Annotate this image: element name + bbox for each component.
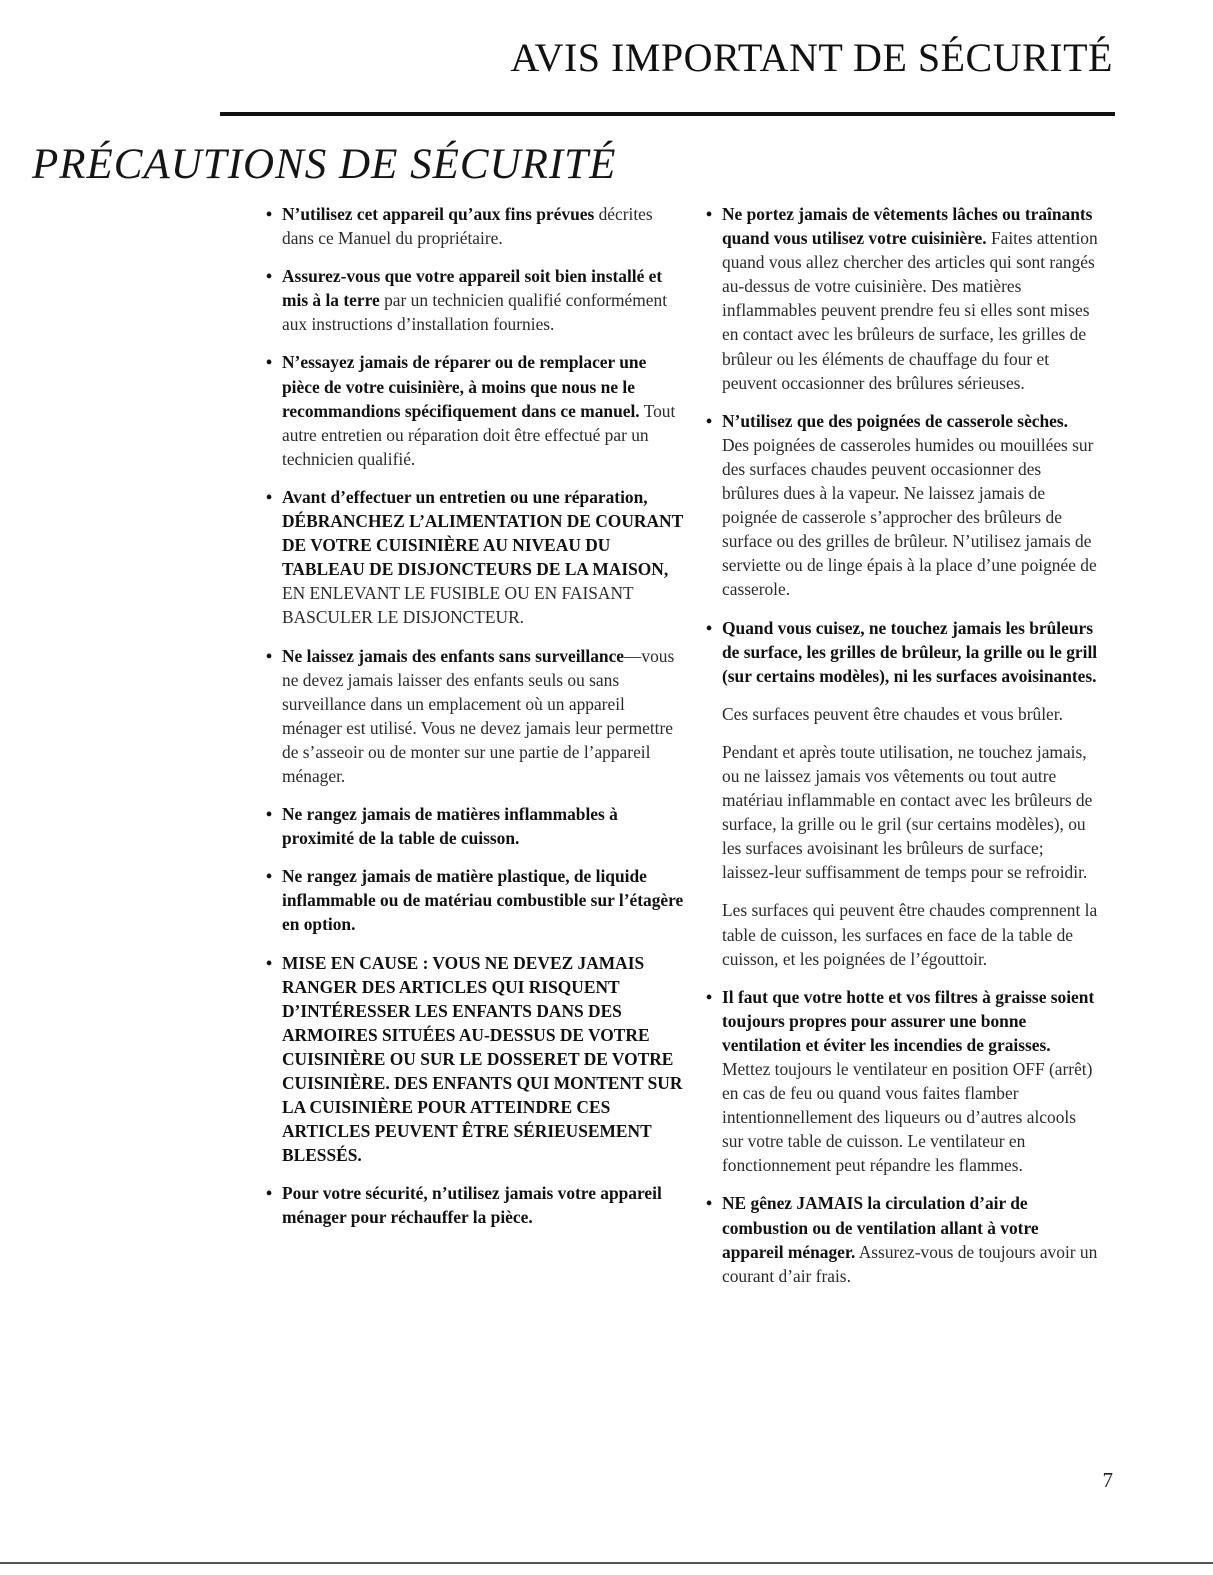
item-text: Assurez-vous de toujours avoir un courant d’air frais.	[722, 1241, 1098, 1286]
safety-item	[266, 264, 686, 336]
bullet-icon: •	[266, 804, 273, 825]
item-bold-text: NE gênez JAMAIS la circulation d’air de combustion ou de ventilation allant à votre appareil ménager.	[722, 1193, 1039, 1262]
item-bold-text: Quand vous cuisez, ne touchez jamais les brûleurs de surface, les grilles de brûleur, la grille ou le grill (sur certains modèles), ni les surfaces avoisinantes.	[722, 617, 1098, 686]
item-bold-text: N’utilisez que des poignées de casserole sèches.	[722, 410, 1069, 431]
bullet-icon: •	[706, 204, 713, 224]
paragraph: Les surfaces qui peuvent être chaudes comprennent la table de cuisson, les surfaces en face de la table de cuisson, et les poignées de l’égouttoir.	[722, 900, 1098, 969]
bullet-icon: •	[266, 645, 273, 666]
bullet-icon: •	[706, 617, 713, 638]
bullet-icon: •	[266, 952, 273, 973]
bullet-icon: •	[706, 986, 713, 1007]
bullet-icon: •	[266, 866, 273, 887]
item-bold-text: Ne laissez jamais des enfants sans surveillance	[282, 645, 625, 666]
safety-item	[706, 985, 1098, 1178]
item-bold-text: Avant d’effectuer un entretien ou une réparation, DÉBRANCHEZ L’ALIMENTATION DE COURANT DE VOTRE CUISINIÈRE AU NIVEAU DU TABLEAU DE DISJONCTEURS DE LA MAISON,	[282, 486, 683, 580]
header-divider	[220, 112, 1115, 116]
safety-item	[266, 802, 686, 850]
page-number: 7	[1102, 1468, 1113, 1492]
item-text: par un technicien qualifié conformément aux instructions d’installation fournies.	[282, 290, 668, 335]
item-text: EN ENLEVANT LE FUSIBLE OU EN FAISANT BASCULER LE DISJONCTEUR.	[282, 583, 634, 628]
safety-item	[266, 350, 686, 470]
safety-item	[266, 951, 686, 1168]
paragraph: Pendant et après toute utilisation, ne touchez jamais, ou ne laissez jamais vos vêtements ou tout autre matériau inflammable en contact avec les brûleurs de surface, la grille ou le gril (sur certains modèles), ou les surfaces avoisinant les brûleurs de surface; laissez-leur suffisamment de temps pour se refroidir.	[722, 741, 1093, 883]
bullet-icon: •	[266, 204, 273, 224]
item-text: Mettez toujours le ventilateur en position OFF (arrêt) en cas de feu ou quand vous faites flamber intentionnellement des liqueurs ou d’autres alcools sur votre table de cuisson. Le ventilateur en fonctionnement peut répandre les flammes.	[722, 1059, 1093, 1176]
item-text: —vous ne devez jamais laisser des enfants seuls ou sans surveillance dans un emplacement où un appareil ménager est utilisé. Vous ne devez jamais leur permettre de s’asseoir ou de monter sur une partie de l’appareil ménager.	[282, 645, 675, 786]
bullet-icon: •	[706, 1193, 713, 1214]
section-title: PRÉCAUTIONS DE SÉCURITÉ	[32, 141, 617, 188]
item-bold-text: N’essayez jamais de réparer ou de remplacer une pièce de votre cuisinière, à moins que nous ne le recommandions spécifiquement dans ce manuel.	[282, 352, 647, 421]
item-bold-text: Ne rangez jamais de matière plastique, de liquide inflammable ou de matériau combustible sur l’étagère en option.	[282, 866, 684, 935]
bullet-icon: •	[266, 266, 273, 287]
item-text: décrites dans ce Manuel du propriétaire.	[282, 204, 653, 249]
item-text: Des poignées de casseroles humides ou mouillées sur des surfaces chaudes peuvent occasionner des brûlures dues à la vapeur. Ne laissez jamais de poignée de casserole s’approcher des brûleurs de surface ou des grilles de brûleur. N’utilisez jamais de serviette ou de linge épais à la place d’une poignée de casserole.	[722, 434, 1097, 600]
bullet-icon: •	[266, 352, 273, 373]
item-bold-text: N’utilisez cet appareil qu’aux fins prévues	[282, 204, 595, 224]
safety-item	[266, 644, 686, 789]
safety-item	[706, 409, 1098, 602]
footer-divider	[0, 1562, 1213, 1564]
page-header-title: AVIS IMPORTANT DE SÉCURITÉ	[510, 35, 1113, 80]
item-bold-text: Il faut que votre hotte et vos filtres à graisse soient toujours propres pour assurer une bonne ventilation et éviter les incendies de graisses.	[722, 986, 1095, 1055]
item-bold-text: Assurez-vous que votre appareil soit bien installé et mis à la terre	[282, 266, 663, 311]
right-column	[706, 202, 1098, 1302]
safety-item	[266, 864, 686, 936]
safety-item	[266, 1181, 686, 1229]
left-column	[266, 202, 686, 1244]
bullet-icon: •	[266, 486, 273, 507]
safety-item	[706, 616, 1098, 688]
item-bold-text: MISE EN CAUSE : VOUS NE DEVEZ JAMAIS RANGER DES ARTICLES QUI RISQUENT D’INTÉRESSER LES ENFANTS DANS DES ARMOIRES SITUÉES AU-DESSUS DE VOTRE CUISINIÈRE OU SUR LE DOSSERET DE VOTRE CUISINIÈRE. DES ENFANTS QUI MONTENT SUR LA CUISINIÈRE POUR ATTEINDRE CES ARTICLES PEUVENT ÊTRE SÉRIEUSEMENT BLESSÉS.	[282, 952, 683, 1166]
item-text: Tout autre entretien ou réparation doit être effectué par un technicien qualifié.	[282, 400, 676, 469]
bullet-icon: •	[266, 1183, 273, 1204]
safety-item	[706, 202, 1098, 395]
safety-item	[266, 485, 686, 630]
paragraph: Ces surfaces peuvent être chaudes et vous brûler.	[722, 703, 1063, 724]
item-bold-text: Ne rangez jamais de matières inflammables à proximité de la table de cuisson.	[282, 804, 618, 849]
item-bold-text: Ne portez jamais de vêtements lâches ou traînants quand vous utilisez votre cuisinière.	[722, 204, 1093, 249]
bullet-icon: •	[706, 410, 713, 431]
item-text: Faites attention quand vous allez chercher des articles qui sont rangés au-dessus de votre cuisinière. Des matières inflammables peuvent prendre feu si elles sont mises en contact avec les brûleurs de surface, les grilles de brûleur ou les éléments de chauffage du four et peuvent occasionner des brûlures sérieuses.	[722, 228, 1098, 393]
item-bold-text: Pour votre sécurité, n’utilisez jamais votre appareil ménager pour réchauffer la pièce.	[282, 1183, 662, 1228]
safety-item	[706, 1191, 1098, 1287]
safety-item	[266, 202, 686, 250]
